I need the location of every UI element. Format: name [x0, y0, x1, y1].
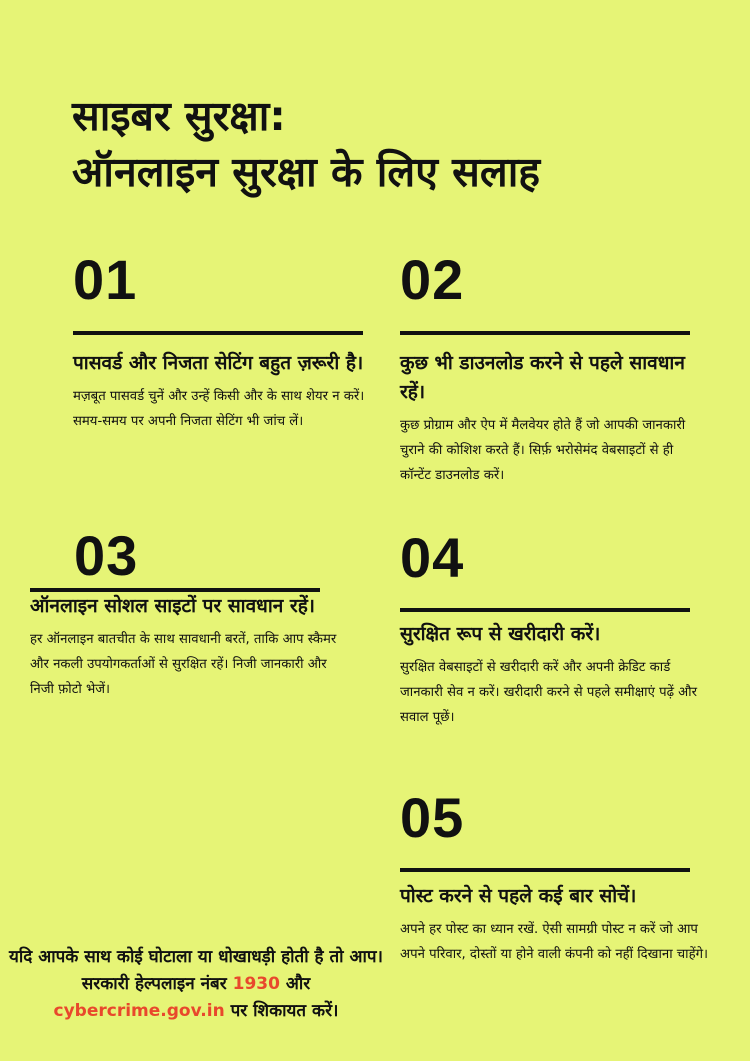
section-body: कुछ प्रोग्राम और ऐप में मैलवेयर होते हैं जो आपकी जानकारी चुराने की कोशिश करते हैं। सिर्फ़ भरोसेमंद वेबसाइटों से ही कॉन्टेंट डाउनलोड करें। [400, 418, 686, 483]
section-number: 03 [74, 524, 139, 587]
title-line-1: साइबर सुरक्षा: [72, 92, 286, 140]
section-body: सुरक्षित वेबसाइटों से खरीदारी करें और अपनी क्रेडिट कार्ड जानकारी सेव न करें। खरीदारी करने से पहले समीक्षाएं पढ़ें और सवाल पूछें। [400, 660, 698, 725]
tip-section-01 [73, 248, 373, 434]
helpline-website-link[interactable]: cybercrime.gov.in [53, 1001, 225, 1021]
tip-section-05 [400, 786, 720, 967]
section-divider [400, 608, 690, 612]
helpline-text-connector: और [279, 974, 311, 994]
section-number: 01 [73, 248, 138, 311]
helpline-text: यदि आपके साथ कोई घोटाला या धोखाधड़ी होती है तो आप। सरकारी हेल्पलाइन नंबर [9, 947, 383, 994]
title-line-2: ऑनलाइन सुरक्षा के लिए सलाह [72, 148, 541, 196]
section-divider [400, 331, 690, 335]
tip-section-03 [30, 524, 340, 702]
tip-section-04 [400, 526, 700, 730]
page-title [72, 88, 732, 200]
section-number: 05 [400, 786, 465, 849]
section-heading: कुछ भी डाउनलोड करने से पहले सावधान रहें। [400, 352, 685, 403]
section-body: मज़बूत पासवर्ड चुनें और उन्हें किसी और के साथ शेयर न करें। समय-समय पर अपनी निजता सेटिंग भी जांच लें। [73, 389, 365, 429]
helpline-text-end: पर शिकायत करें। [224, 1001, 339, 1021]
section-divider [400, 868, 690, 872]
section-heading: सुरक्षित रूप से खरीदारी करें। [400, 623, 601, 645]
section-number: 02 [400, 248, 465, 311]
section-heading: ऑनलाइन सोशल साइटों पर सावधान रहें। [30, 595, 315, 617]
tip-section-02 [400, 248, 700, 488]
helpline-notice [0, 944, 392, 1025]
section-heading: पोस्ट करने से पहले कई बार सोचें। [400, 885, 637, 907]
section-number: 04 [400, 526, 465, 589]
section-heading: पासवर्ड और निजता सेटिंग बहुत ज़रूरी है। [73, 352, 364, 374]
helpline-number: 1930 [232, 974, 280, 994]
section-body: हर ऑनलाइन बातचीत के साथ सावधानी बरतें, ताकि आप स्कैमर और नकली उपयोगकर्ताओं से सुरक्षित रहें। निजी जानकारी और निजी फ़ोटो भेजें। [30, 632, 337, 697]
section-body: अपने हर पोस्ट का ध्यान रखें. ऐसी सामग्री पोस्ट न करें जो आप अपने परिवार, दोस्तों या होने वाली कंपनी को नहीं दिखाना चाहेंगे। [400, 922, 709, 962]
section-divider [73, 331, 363, 335]
